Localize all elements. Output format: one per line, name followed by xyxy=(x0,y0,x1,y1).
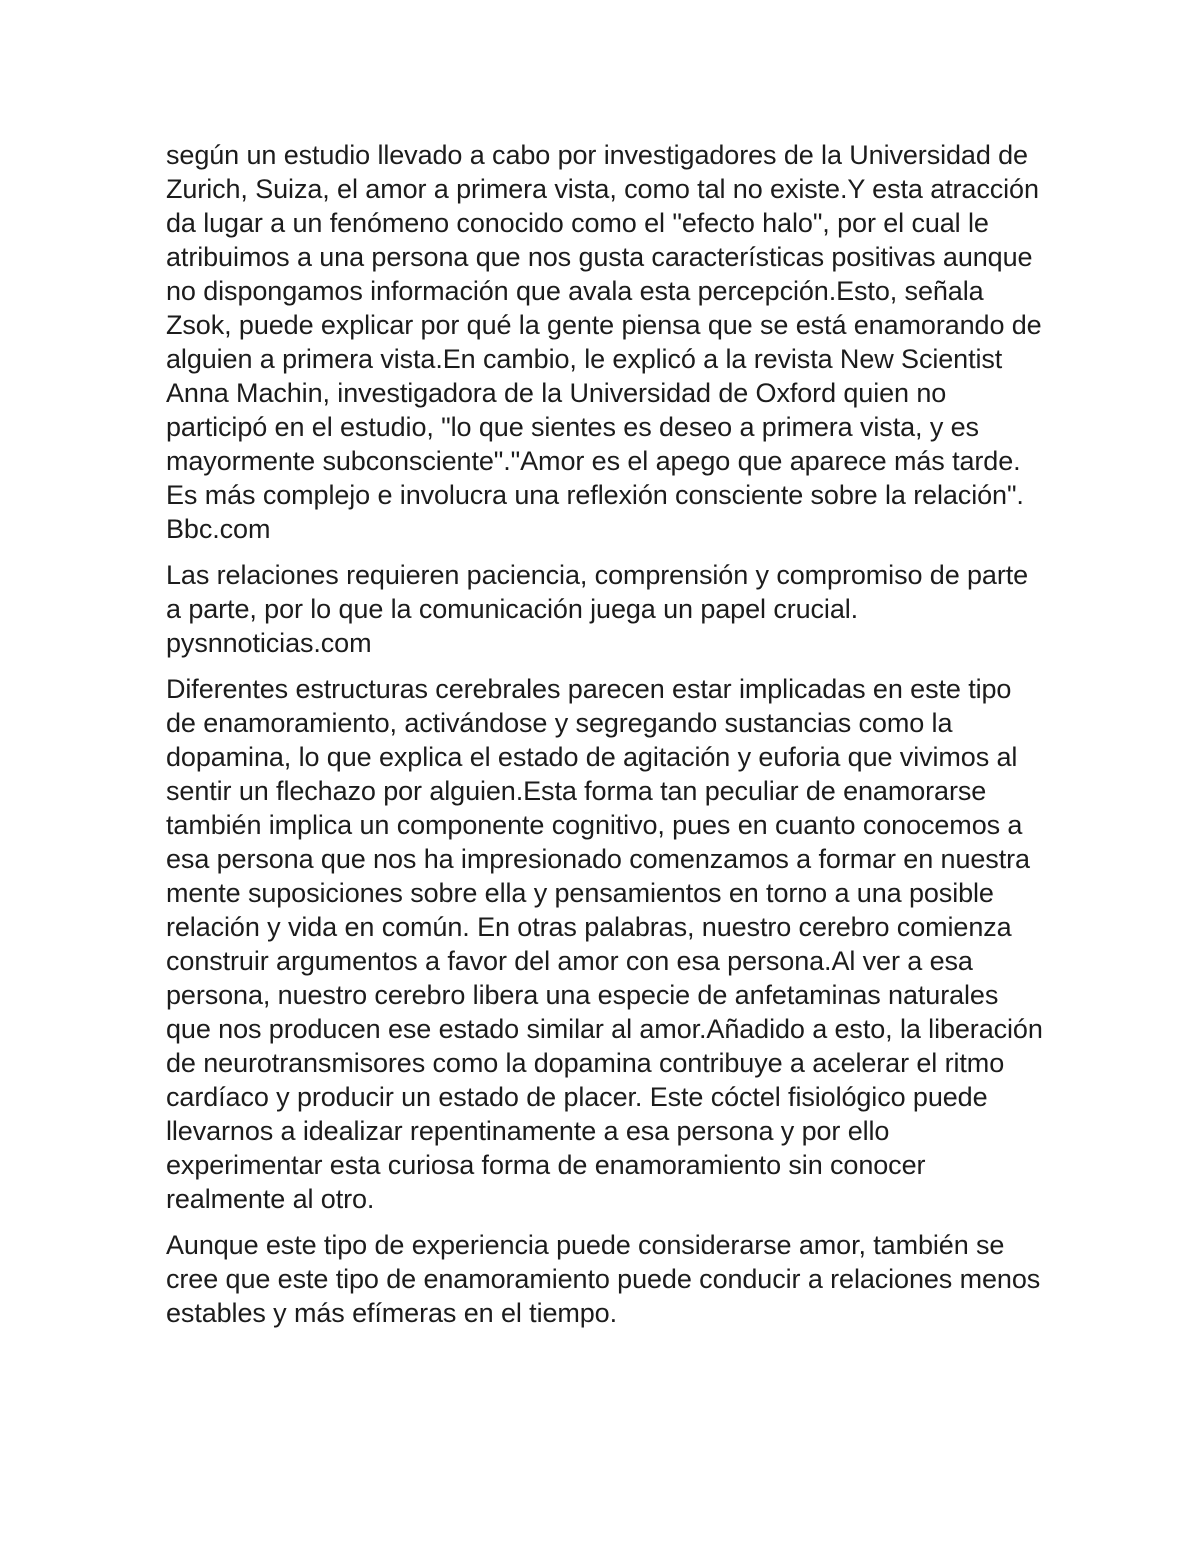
document-page xyxy=(166,138,1046,1342)
paragraph-3: Diferentes estructuras cerebrales parecen estar implicadas en este tipo de enamoramiento, activándose y segregando sustancias como la dopamina, lo que explica el estado de agitación y euforia que vivimos al sentir un flechazo por alguien.Esta forma tan peculiar de enamorarse también implica un componente cognitivo, pues en cuanto conocemos a esa persona que nos ha impresionado comenzamos a formar en nuestra mente suposiciones sobre ella y pensamientos en torno a una posible relación y vida en común. En otras palabras, nuestro cerebro comienza construir argumentos a favor del amor con esa persona.Al ver a esa persona, nuestro cerebro libera una especie de anfetaminas naturales que nos producen ese estado similar al amor.Añadido a esto, la liberación de neurotransmisores como la dopamina contribuye a acelerar el ritmo cardíaco y producir un estado de placer. Este cóctel fisiológico puede llevarnos a idealizar repentinamente a esa persona y por ello experimentar esta curiosa forma de enamoramiento sin conocer realmente al otro. xyxy=(166,674,1043,1214)
paragraph-1: según un estudio llevado a cabo por investigadores de la Universidad de Zurich, Suiza, el amor a primera vista, como tal no existe.Y esta atracción da lugar a un fenómeno conocido como el "efecto halo", por el cual le atribuimos a una persona que nos gusta características positivas aunque no dispongamos información que avala esta percepción.Esto, señala Zsok, puede explicar por qué la gente piensa que se está enamorando de alguien a primera vista.En cambio, le explicó a la revista New Scientist Anna Machin, investigadora de la Universidad de Oxford quien no participó en el estudio, "lo que sientes es deseo a primera vista, y es mayormente subconsciente"."Amor es el apego que aparece más tarde. Es más complejo e involucra una reflexión consciente sobre la relación". Bbc.com xyxy=(166,140,1042,544)
paragraph-4: Aunque este tipo de experiencia puede considerarse amor, también se cree que este tipo de enamoramiento puede conducir a relaciones menos estables y más efímeras en el tiempo. xyxy=(166,1230,1041,1328)
paragraph-2: Las relaciones requieren paciencia, comprensión y compromiso de parte a parte, por lo que la comunicación juega un papel crucial. pysnnoticias.com xyxy=(166,560,1029,658)
